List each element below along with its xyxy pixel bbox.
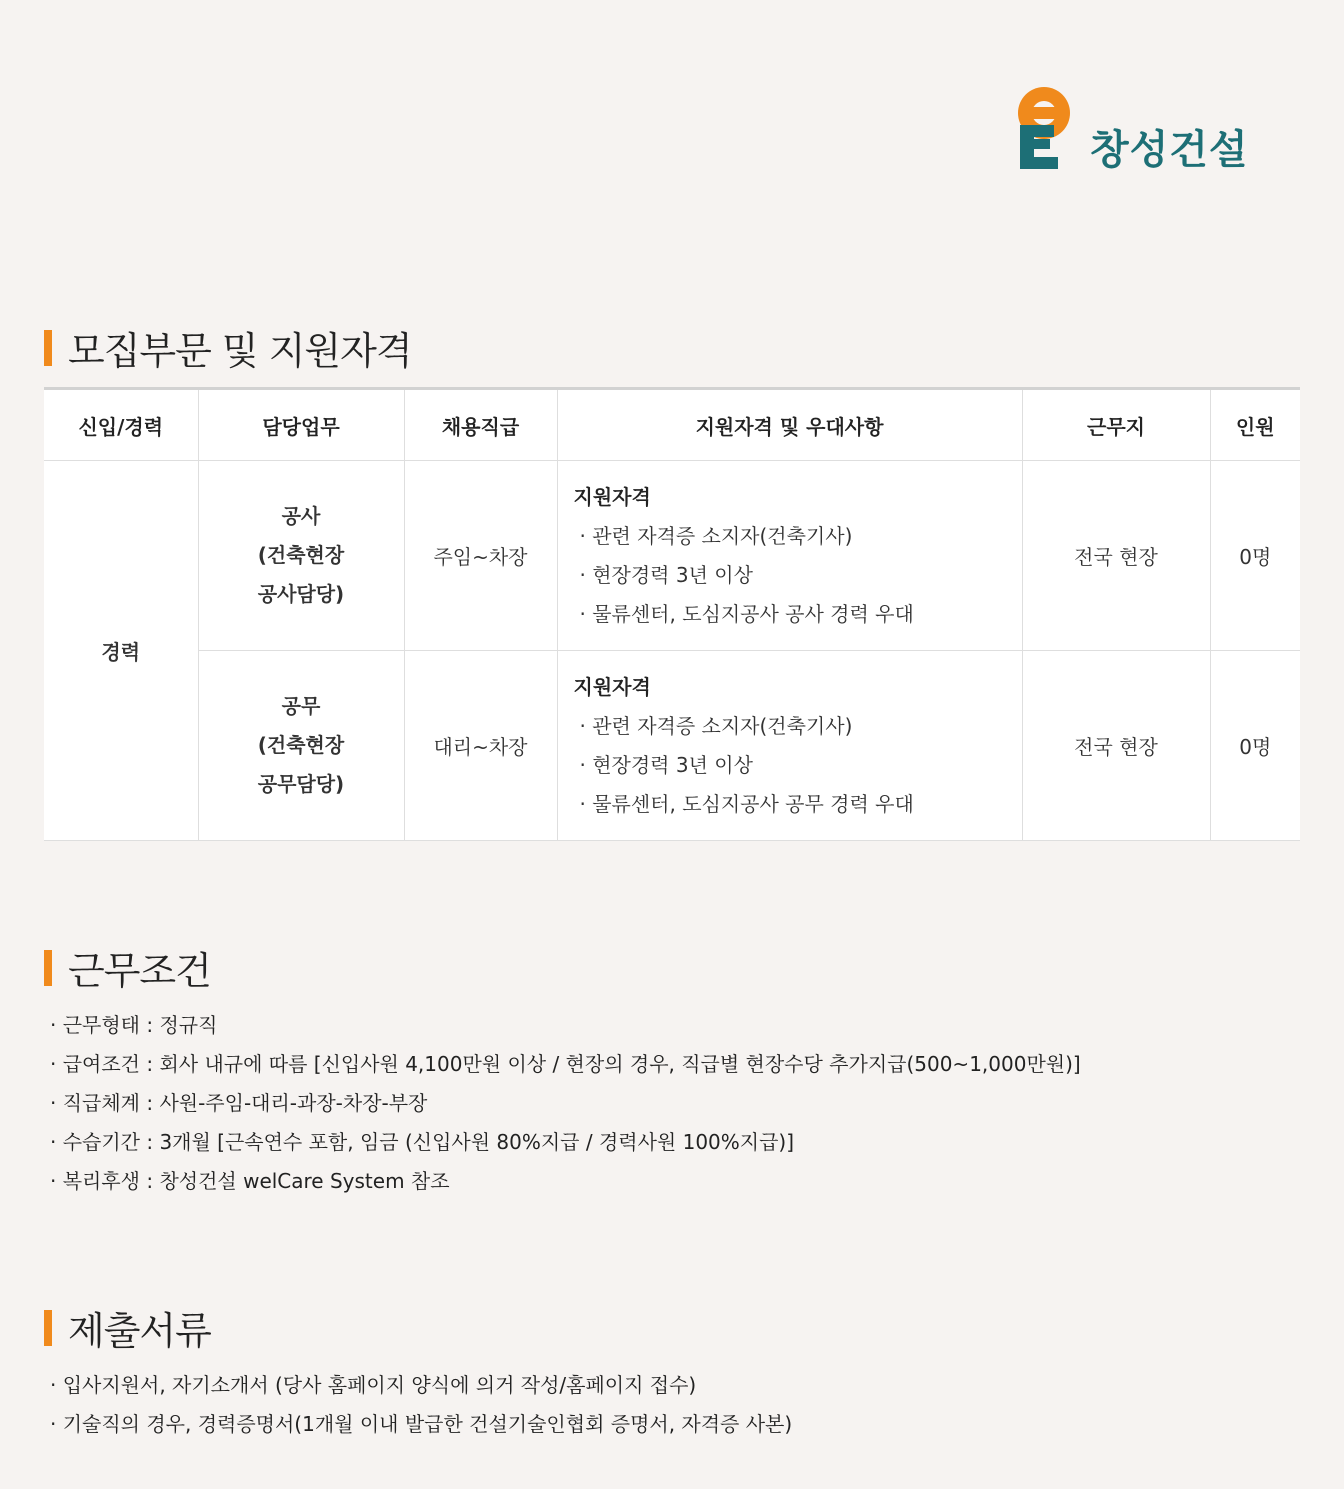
qualification-title: 지원자격	[573, 484, 651, 509]
logo-wordmark: 창성건설	[1090, 127, 1249, 173]
count-cell: 0명	[1210, 651, 1300, 841]
logo-mark-icon	[1016, 87, 1072, 171]
duty-line: 공사담당)	[257, 582, 345, 606]
qualification-item: · 관련 자격증 소지자(건축기사)	[574, 707, 1022, 746]
section-title: 제출서류	[68, 1309, 211, 1353]
section-conditions-header	[44, 940, 211, 995]
qualification-cell	[557, 651, 1022, 841]
header-location: 근무지	[1022, 389, 1210, 461]
qualification-item: · 현장경력 3년 이상	[574, 746, 1022, 785]
type-cell: 경력	[44, 461, 198, 841]
qualification-item: · 현장경력 3년 이상	[574, 556, 1022, 595]
list-item: · 수습기간 : 3개월 [근속연수 포함, 임금 (신입사원 80%지급 / 경력사원 100%지급)]	[50, 1123, 1081, 1162]
table-row	[44, 651, 1300, 841]
documents-list	[50, 1366, 792, 1444]
conditions-list	[50, 1006, 1081, 1201]
duty-line: 공무	[281, 694, 321, 718]
list-item: · 복리후생 : 창성건설 welCare System 참조	[50, 1162, 1081, 1201]
section-recruit-header	[44, 320, 412, 375]
header-count: 인원	[1210, 389, 1300, 461]
duty-cell	[198, 461, 404, 651]
rank-cell: 주임~차장	[404, 461, 557, 651]
duty-line: (건축현장	[257, 543, 345, 567]
qualification-title: 지원자격	[573, 674, 651, 699]
list-item: · 근무형태 : 정규직	[50, 1006, 1081, 1045]
section-marker	[44, 330, 52, 366]
duty-cell	[198, 651, 404, 841]
section-documents-header	[44, 1300, 211, 1355]
list-item: · 급여조건 : 회사 내규에 따름 [신입사원 4,100만원 이상 / 현장의 경우, 직급별 현장수당 추가지급(500~1,000만원)]	[50, 1045, 1081, 1084]
section-title: 모집부문 및 지원자격	[68, 329, 412, 373]
section-title: 근무조건	[68, 949, 211, 993]
header-duty: 담당업무	[198, 389, 404, 461]
header-qualification: 지원자격 및 우대사항	[557, 389, 1022, 461]
location-cell: 전국 현장	[1022, 461, 1210, 651]
header-type: 신입/경력	[44, 389, 198, 461]
list-item: · 입사지원서, 자기소개서 (당사 홈페이지 양식에 의거 작성/홈페이지 접수)	[50, 1366, 792, 1405]
section-marker	[44, 1310, 52, 1346]
table-header-row	[44, 389, 1300, 461]
section-marker	[44, 950, 52, 986]
duty-line: 공사	[281, 504, 321, 528]
qualification-cell	[557, 461, 1022, 651]
qualification-item: · 물류센터, 도심지공사 공사 경력 우대	[574, 595, 1022, 634]
list-item: · 기술직의 경우, 경력증명서(1개월 이내 발급한 건설기술인협회 증명서, 자격증 사본)	[50, 1405, 792, 1444]
duty-line: 공무담당)	[257, 772, 345, 796]
company-logo	[1016, 82, 1249, 175]
qualification-item: · 관련 자격증 소지자(건축기사)	[574, 517, 1022, 556]
duty-line: (건축현장	[257, 733, 345, 757]
list-item: · 직급체계 : 사원-주임-대리-과장-차장-부장	[50, 1084, 1081, 1123]
rank-cell: 대리~차장	[404, 651, 557, 841]
header-rank: 채용직급	[404, 389, 557, 461]
count-cell: 0명	[1210, 461, 1300, 651]
table-row	[44, 461, 1300, 651]
recruit-table	[44, 387, 1300, 841]
location-cell: 전국 현장	[1022, 651, 1210, 841]
qualification-item: · 물류센터, 도심지공사 공무 경력 우대	[574, 785, 1022, 824]
